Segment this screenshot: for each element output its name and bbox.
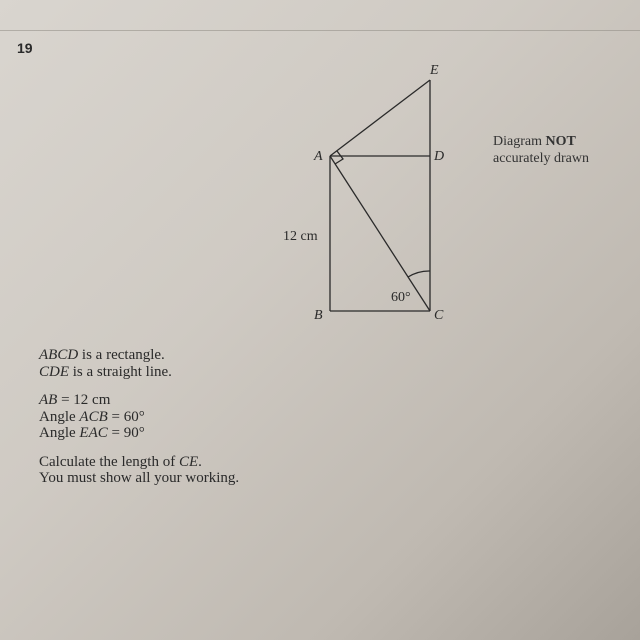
text-span: = 12 cm xyxy=(57,392,111,408)
text-span: Angle xyxy=(39,425,80,441)
math-term: CDE xyxy=(39,363,69,380)
text-span: Angle xyxy=(39,408,80,425)
given-shapes xyxy=(39,347,239,380)
text-line xyxy=(39,409,239,426)
text-span: . xyxy=(198,453,202,470)
question-number: 19 xyxy=(17,40,33,56)
question-text xyxy=(39,347,239,499)
label-d: D xyxy=(434,149,445,164)
label-b: B xyxy=(314,308,323,323)
text-span: You must show all your working. xyxy=(39,470,240,486)
text-span: Calculate the length of xyxy=(39,453,179,470)
math-term: CE xyxy=(178,453,199,470)
text-span: is a straight line. xyxy=(69,363,172,380)
diagram-note xyxy=(493,133,589,167)
angle-arc-c xyxy=(408,271,430,277)
side-ab-measure: 12 cm xyxy=(283,229,318,244)
note-prefix: Diagram xyxy=(493,134,546,149)
given-values xyxy=(39,392,239,442)
segment-ac xyxy=(330,156,430,311)
text-span: = 60° xyxy=(107,408,145,425)
right-angle-marker xyxy=(335,151,343,164)
text-line xyxy=(39,347,239,364)
text-line xyxy=(39,364,239,381)
angle-c-measure: 60° xyxy=(391,290,411,305)
label-e: E xyxy=(430,63,439,78)
label-c: C xyxy=(434,308,444,323)
text-span: is a rectangle. xyxy=(78,347,165,363)
math-term: AB xyxy=(39,392,58,408)
note-line2: accurately drawn xyxy=(493,151,589,166)
text-line xyxy=(39,470,239,487)
text-line xyxy=(39,454,239,471)
label-a: A xyxy=(314,149,323,164)
math-term: ACB xyxy=(79,408,108,425)
segment-ae xyxy=(330,80,430,156)
math-term: ABCD xyxy=(39,347,79,363)
text-span: = 90° xyxy=(107,425,145,441)
text-line xyxy=(39,392,239,409)
text-line xyxy=(39,425,239,442)
note-bold: NOT xyxy=(545,134,576,149)
math-term: EAC xyxy=(79,425,108,441)
task-instructions xyxy=(39,454,239,487)
